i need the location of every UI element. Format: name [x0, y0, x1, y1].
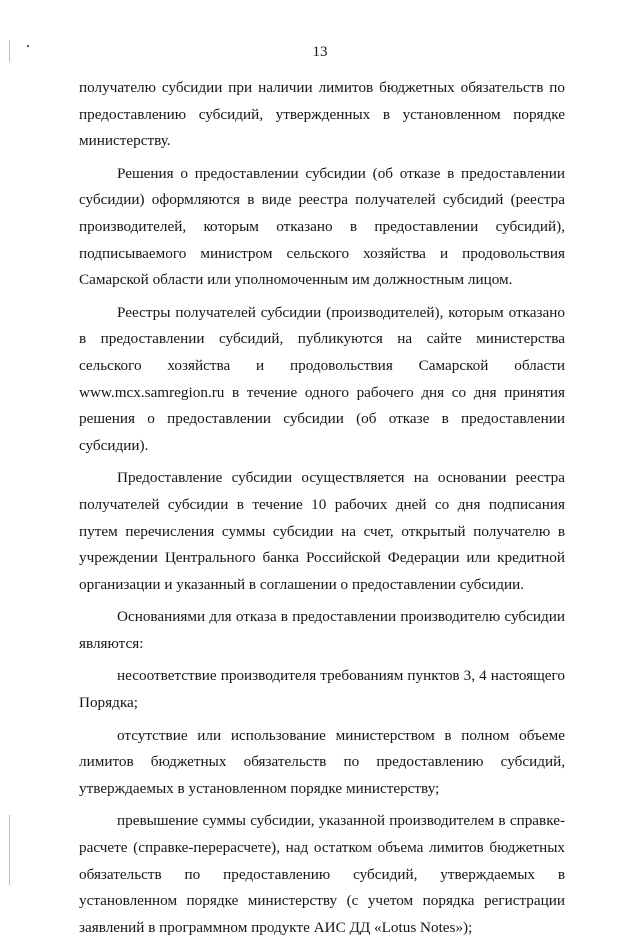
paragraph: получателю субсидии при наличии лимитов бюджетных обязательств по предоставлению субсидий, утвержденных в установленном порядке министерству. [79, 79, 565, 150]
paragraph: Предоставление субсидии осуществляется на основании реестра получателей субсидии в течение 10 рабочих дней со дня подписания путем перечисления суммы субсидии на счет, открытый получателю в учреждении Центрального банка Российской Федерации или кредитной организации и указанный в соглашении о предоставлении субсидии. [79, 469, 565, 593]
list-item: превышение суммы субсидии, указанной производителем в справке-расчете (справке-перерасчете), над остатком объема лимитов бюджетных обязательств по предоставлению субсидий, утверждаемых в установленном порядке министерству (с учетом порядка регистрации заявлений в программном продукте АИС ДД «Lotus Notes»); [79, 812, 565, 936]
paragraph: Решения о предоставлении субсидии (об отказе в предоставлении субсидии) оформляются в виде реестра получателей субсидий (реестра производителей, которым отказано в предоставлении субсидий), подписываемого министром сельского хозяйства и продовольствия Самарской области или уполномоченным им должностным лицом. [79, 164, 565, 289]
page-number: 13 [312, 44, 328, 60]
paragraph: Реестры получателей субсидии (производителей), которым отказано в предоставлении субсидий, публикуются на сайте министерства сельского хозяйства и продовольствия Самарской области www.mcx.samregion.ru в течение одного рабочего дня со дня принятия решения о предоставлении субсидии (об отказе в предоставлении субсидии). [79, 303, 565, 454]
list-item: несоответствие производителя требованиям пунктов 3, 4 настоящего Порядка; [79, 667, 565, 712]
document-body [79, 75, 565, 941]
paragraph: Основаниями для отказа в предоставлении производителю субсидии являются: [79, 608, 565, 652]
scan-edge-line [9, 815, 10, 885]
list-item: отсутствие или использование министерством в полном объеме лимитов бюджетных обязательств по предоставлению субсидий, утверждаемых в установленном порядке министерству; [79, 726, 565, 797]
